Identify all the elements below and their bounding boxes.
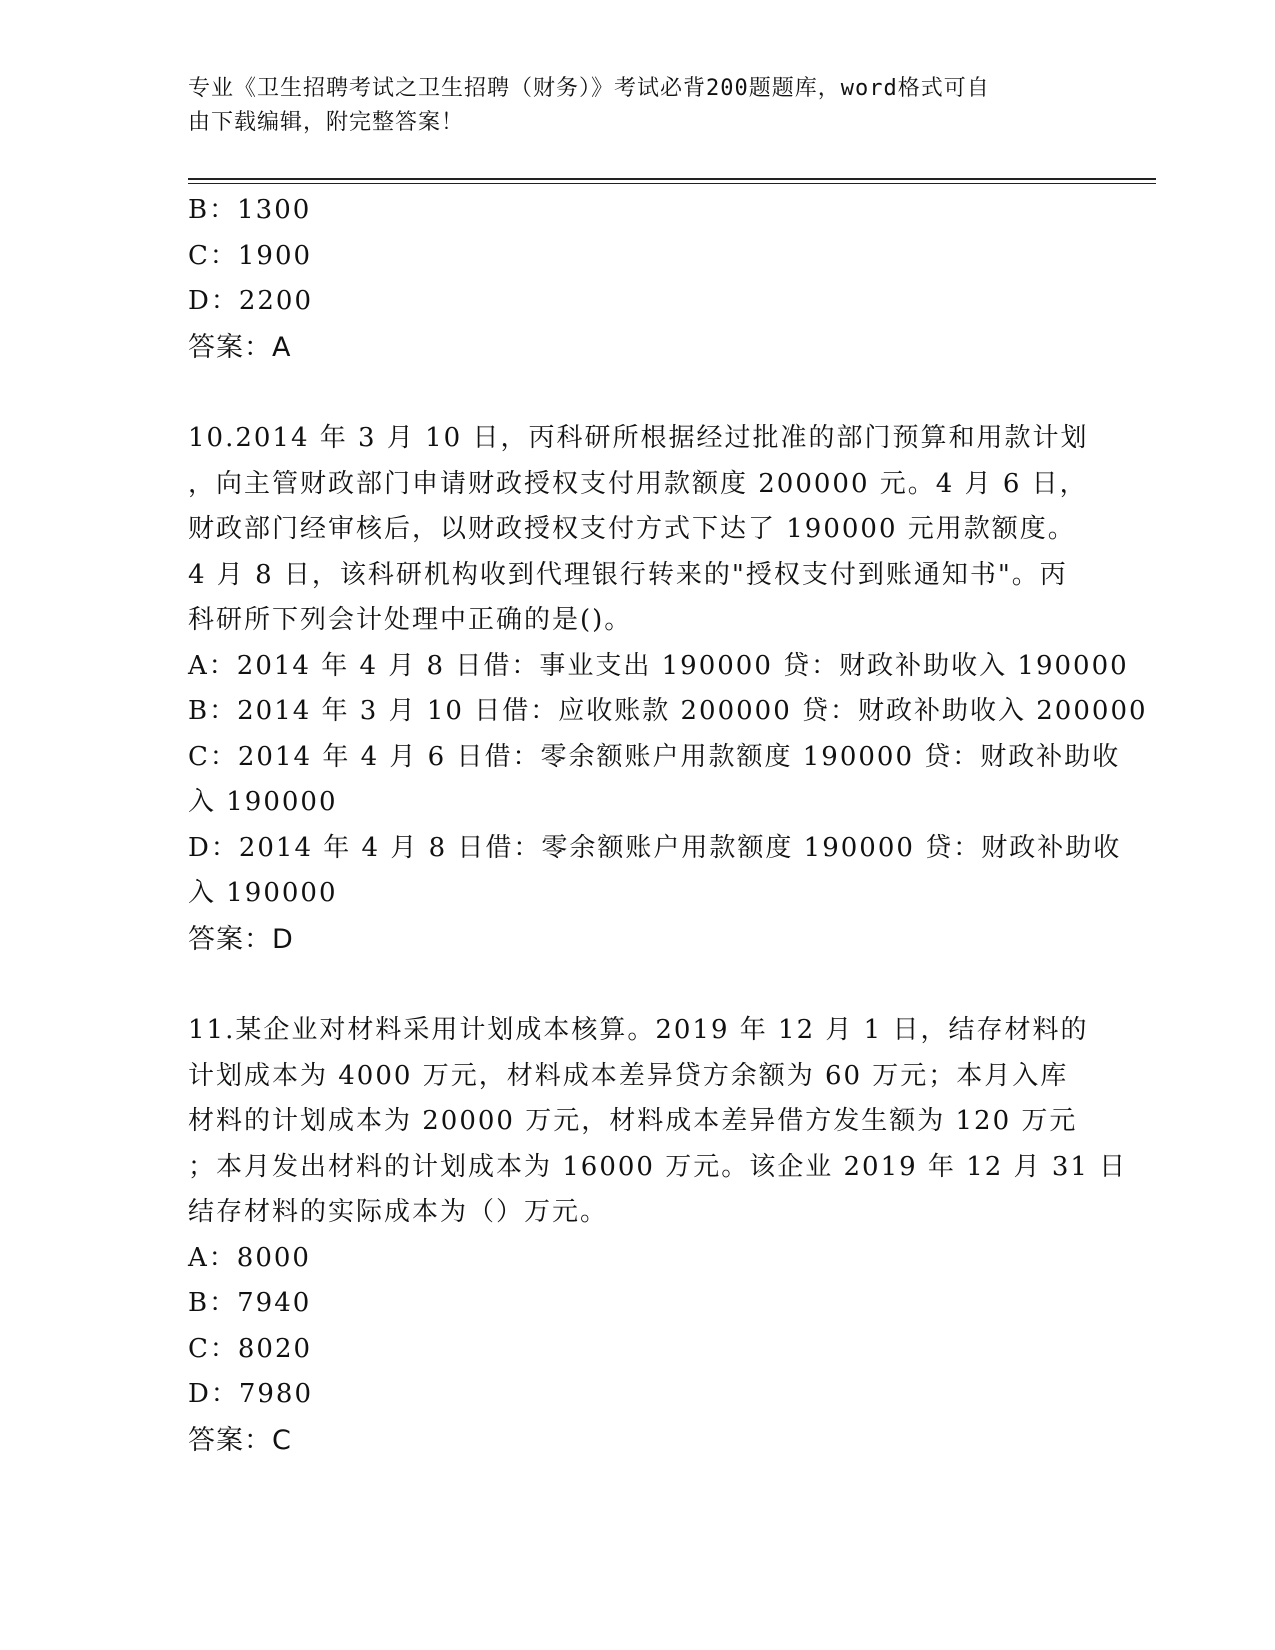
question-text-line: 材料的计划成本为 20000 万元，材料成本差异借方发生额为 120 万元 bbox=[188, 1106, 1078, 1136]
question-text-line: 科研所下列会计处理中正确的是()。 bbox=[188, 605, 633, 635]
question-text-line: 计划成本为 4000 万元，材料成本差异贷方余额为 60 万元；本月入库 bbox=[188, 1060, 1069, 1091]
spacer bbox=[188, 962, 1088, 1008]
question-10 bbox=[188, 416, 1148, 962]
question-text-line: 11.某企业对材料采用计划成本核算。2019 年 12 月 1 日，结存材料的 bbox=[188, 1015, 1089, 1045]
option-c: C：8020 bbox=[188, 1333, 313, 1364]
question-text-line: ，向主管财政部门申请财政授权支付用款额度 200000 元。4 月 6 日， bbox=[188, 468, 1088, 499]
question-content bbox=[188, 188, 1148, 1463]
header-rule-thick bbox=[188, 178, 1156, 180]
option-c-continued: 入 190000 bbox=[188, 787, 338, 817]
spacer bbox=[188, 370, 1088, 416]
question-text-line: 10.2014 年 3 月 10 日，丙科研所根据经过批准的部门预算和用款计划 bbox=[188, 423, 1089, 453]
answer-label: 答案：C bbox=[188, 1424, 292, 1456]
header-line-1: 专业《卫生招聘考试之卫生招聘（财务）》考试必背200题题库，word格式可自 bbox=[188, 76, 990, 101]
header-line-2: 由下载编辑，附完整答案！ bbox=[188, 110, 465, 135]
option-d: D：7980 bbox=[188, 1379, 314, 1409]
option-d: D：2014 年 4 月 8 日借：零余额账户用款额度 190000 贷：财政补助收 bbox=[188, 832, 1122, 863]
option-d-continued: 入 190000 bbox=[188, 878, 338, 908]
answer-label: 答案：A bbox=[188, 331, 292, 363]
answer-label: 答案：D bbox=[188, 923, 294, 955]
option-b: B：2014 年 3 月 10 日借：应收账款 200000 贷：财政补助收入 200000 bbox=[188, 696, 1148, 726]
option-d: D：2200 bbox=[188, 286, 314, 316]
question-text-line: ；本月发出材料的计划成本为 16000 万元。该企业 2019 年 12 月 31 日 bbox=[188, 1151, 1128, 1182]
question-text-line: 财政部门经审核后，以财政授权支付方式下达了 190000 元用款额度。 bbox=[188, 514, 1076, 544]
option-c: C：2014 年 4 月 6 日借：零余额账户用款额度 190000 贷：财政补助收 bbox=[188, 741, 1121, 772]
header-rule-thin bbox=[188, 183, 1156, 184]
option-c: C：1900 bbox=[188, 240, 313, 271]
option-a: A：8000 bbox=[188, 1242, 311, 1273]
question-text-line: 4 月 8 日，该科研机构收到代理银行转来的"授权支付到账通知书"。丙 bbox=[188, 559, 1068, 590]
option-b: B：7940 bbox=[188, 1288, 312, 1318]
previous-question bbox=[188, 188, 1088, 370]
document-header bbox=[188, 72, 1088, 140]
question-11 bbox=[188, 1008, 1128, 1463]
question-text-line: 结存材料的实际成本为（）万元。 bbox=[188, 1197, 609, 1227]
option-b: B：1300 bbox=[188, 195, 312, 225]
option-a: A：2014 年 4 月 8 日借：事业支出 190000 贷：财政补助收入 190000 bbox=[188, 650, 1129, 681]
